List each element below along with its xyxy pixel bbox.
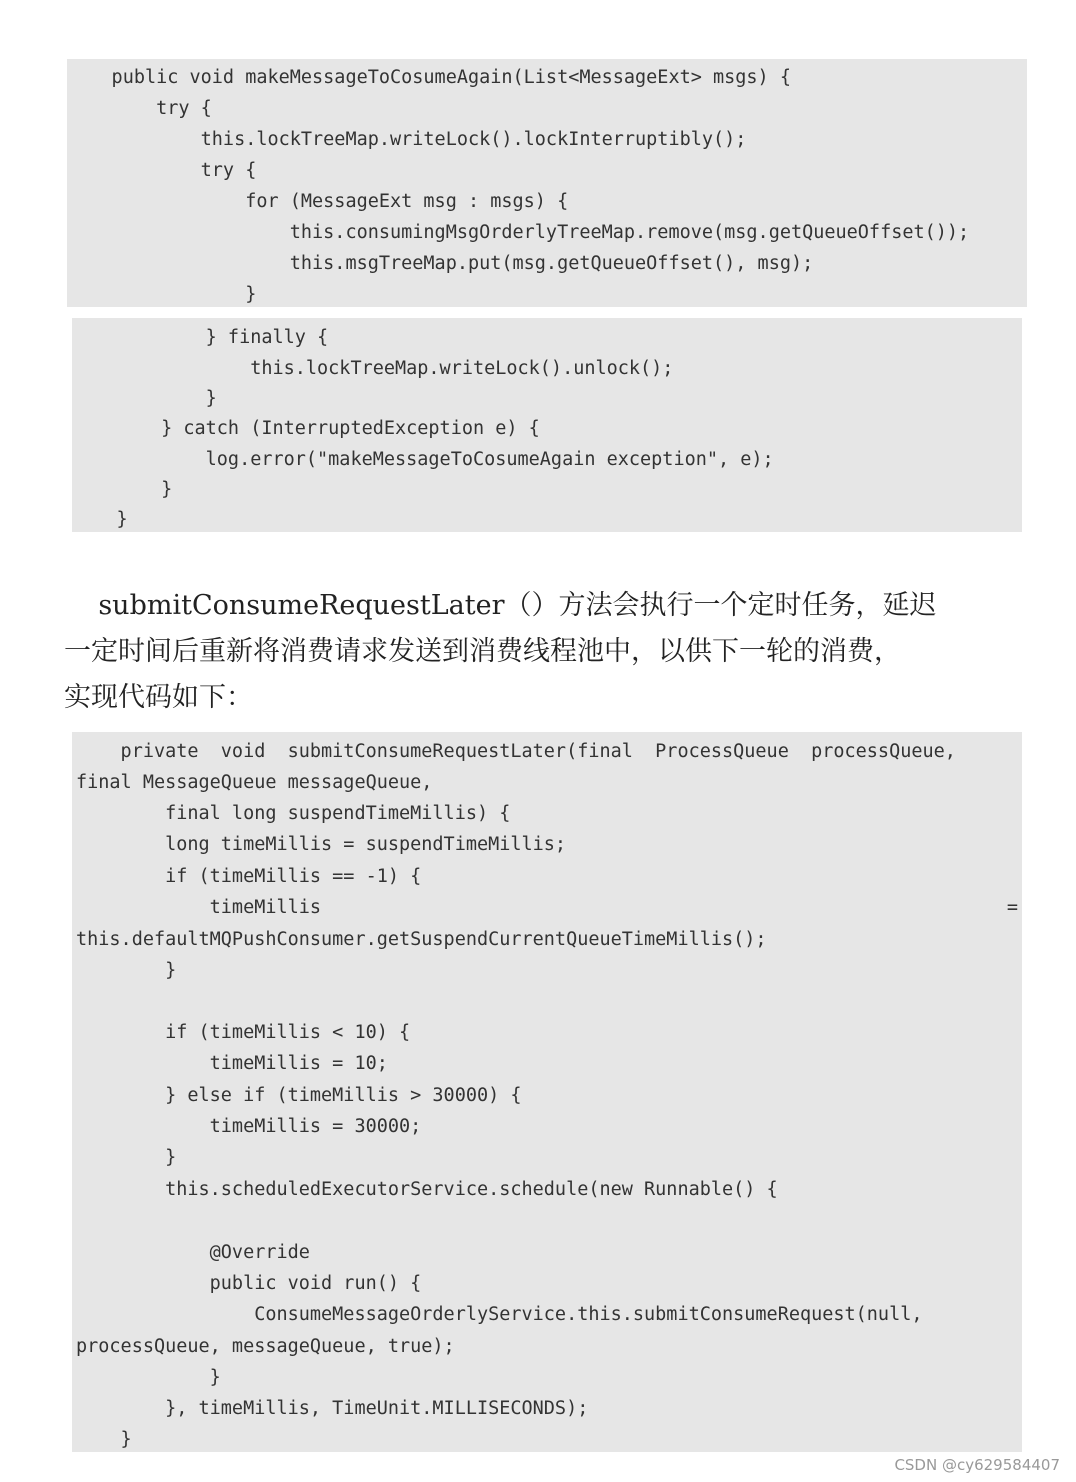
- code-line: final MessageQueue messageQueue,: [76, 772, 433, 793]
- paragraph-line: 一定时间后重新将消费请求发送到消费线程池中，以供下一轮的消费，: [64, 636, 901, 667]
- code-line: if (timeMillis < 10) {: [76, 1022, 411, 1043]
- code-line: long timeMillis = suspendTimeMillis;: [76, 834, 567, 855]
- code-block-make-message: [67, 59, 1027, 307]
- code-line: final long suspendTimeMillis) {: [76, 803, 511, 824]
- code-line: try {: [67, 98, 212, 119]
- code-line: this.scheduledExecutorService.schedule(new Runnable() {: [76, 1179, 778, 1200]
- code-line: }: [76, 1429, 132, 1450]
- code-block-finally: [72, 318, 1022, 532]
- code-line: this.lockTreeMap.writeLock().unlock();: [72, 358, 674, 379]
- code-line: public void run() {: [76, 1273, 422, 1294]
- code-line: public void makeMessageToCosumeAgain(List<MessageExt> msgs) {: [67, 67, 791, 88]
- code-line: }: [76, 1367, 221, 1388]
- code-line: try {: [67, 160, 257, 181]
- code-line: }: [72, 388, 217, 409]
- code-line: } finally {: [72, 327, 329, 348]
- csdn-watermark: CSDN @cy629584407: [894, 1456, 1060, 1474]
- paragraph-line: submitConsumeRequestLater（）方法会执行一个定时任务，延迟: [64, 590, 937, 621]
- code-line: log.error("makeMessageToCosumeAgain exception", e);: [72, 449, 774, 470]
- code-line: timeMillis = 30000;: [76, 1116, 422, 1137]
- code-line: for (MessageExt msg : msgs) {: [67, 191, 569, 212]
- code-line: timeMillis = 10;: [76, 1053, 388, 1074]
- paragraph-line: 实现代码如下：: [64, 682, 253, 713]
- code-line: }, timeMillis, TimeUnit.MILLISECONDS);: [76, 1398, 589, 1419]
- code-line: @Override: [76, 1242, 310, 1263]
- code-line: } catch (InterruptedException e) {: [72, 418, 540, 439]
- code-line-right: =: [1006, 897, 1018, 918]
- code-block-submit-consume-later: [72, 732, 1022, 1452]
- code-line: if (timeMillis == -1) {: [76, 866, 422, 887]
- code-line: }: [76, 960, 177, 981]
- code-line: this.defaultMQPushConsumer.getSuspendCurrentQueueTimeMillis();: [76, 929, 767, 950]
- code-line: ConsumeMessageOrderlyService.this.submitConsumeRequest(null,: [76, 1304, 923, 1325]
- code-line: private void submitConsumeRequestLater(final ProcessQueue processQueue,: [76, 741, 956, 762]
- code-line-left: timeMillis: [76, 897, 322, 918]
- code-line-justified: [76, 896, 1018, 920]
- code-line: }: [72, 479, 173, 500]
- code-line: processQueue, messageQueue, true);: [76, 1336, 455, 1357]
- code-line: this.consumingMsgOrderlyTreeMap.remove(msg.getQueueOffset());: [67, 222, 970, 243]
- code-line: }: [76, 1147, 177, 1168]
- code-line: this.msgTreeMap.put(msg.getQueueOffset(), msg);: [67, 253, 814, 274]
- code-line: this.lockTreeMap.writeLock().lockInterruptibly();: [67, 129, 747, 150]
- code-line: } else if (timeMillis > 30000) {: [76, 1085, 522, 1106]
- code-line: }: [67, 284, 257, 305]
- code-line: }: [72, 509, 128, 530]
